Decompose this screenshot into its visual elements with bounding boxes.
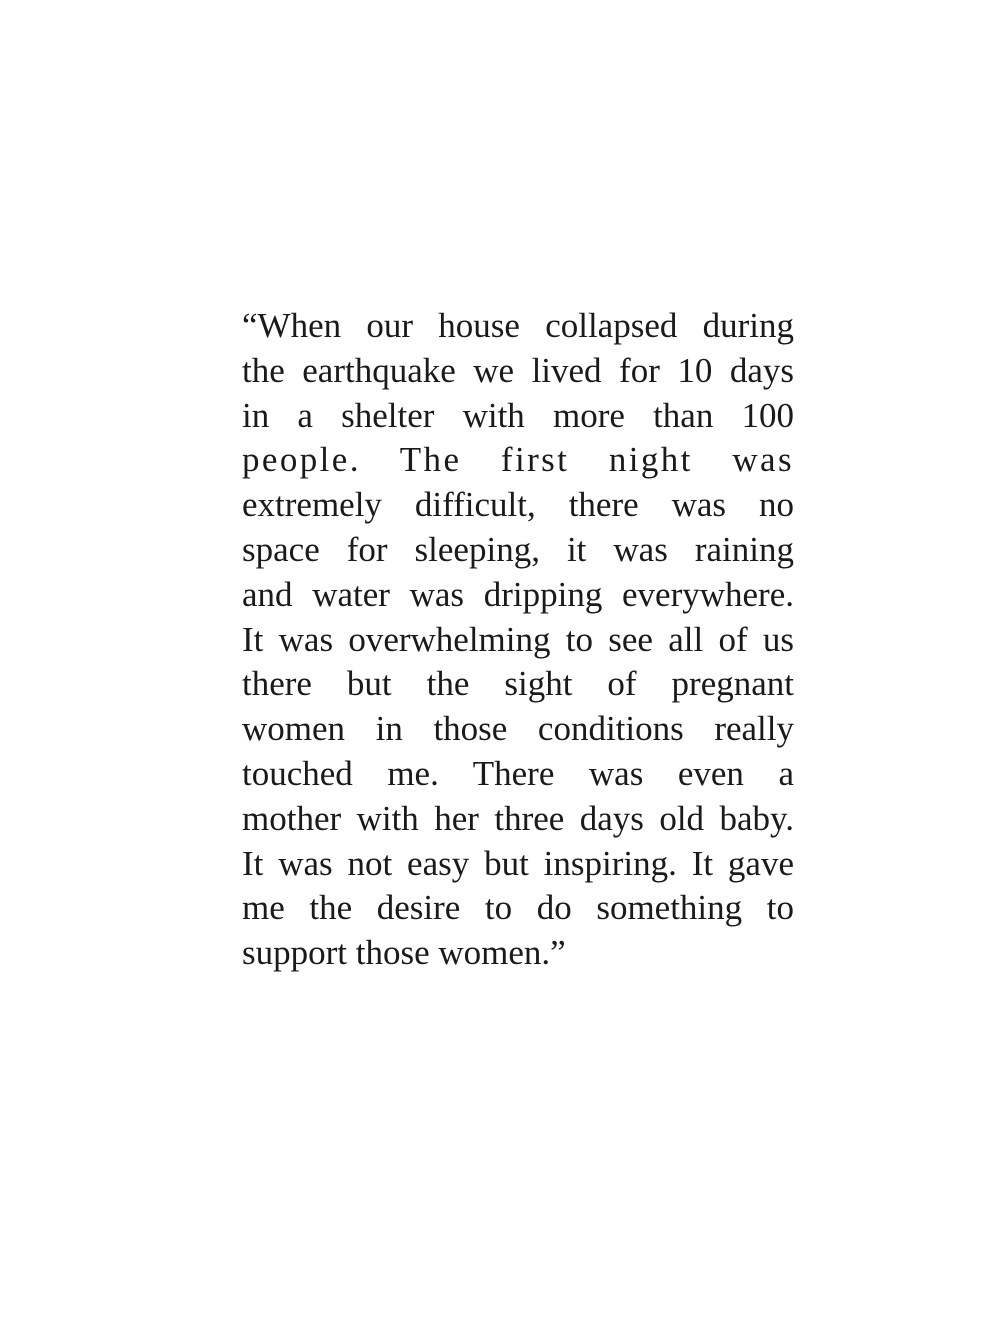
quote-line: support those women.” [242, 933, 566, 973]
quote-line: people. The first night was [242, 440, 794, 480]
quote-line: the earthquake we lived for 10 days [242, 350, 794, 390]
quote-line: mother with her three days old baby. [242, 798, 794, 838]
quote-line: space for sleeping, it was raining [242, 529, 794, 569]
quote-paragraph [242, 304, 794, 976]
quote-line: women in those conditions really [242, 709, 794, 749]
quote-line: and water was dripping everywhere. [242, 574, 794, 614]
quote-line: It was not easy but inspiring. It gave [242, 843, 794, 883]
quote-line: me the desire to do something to [242, 888, 794, 928]
quote-line: extremely difficult, there was no [242, 485, 794, 525]
quote-line: It was overwhelming to see all of us [242, 619, 794, 659]
quote-line: touched me. There was even a [242, 753, 794, 793]
quote-line: “When our house collapsed during [242, 306, 794, 345]
quote-line: there but the sight of pregnant [242, 664, 794, 704]
quote-line: in a shelter with more than 100 [242, 395, 794, 435]
